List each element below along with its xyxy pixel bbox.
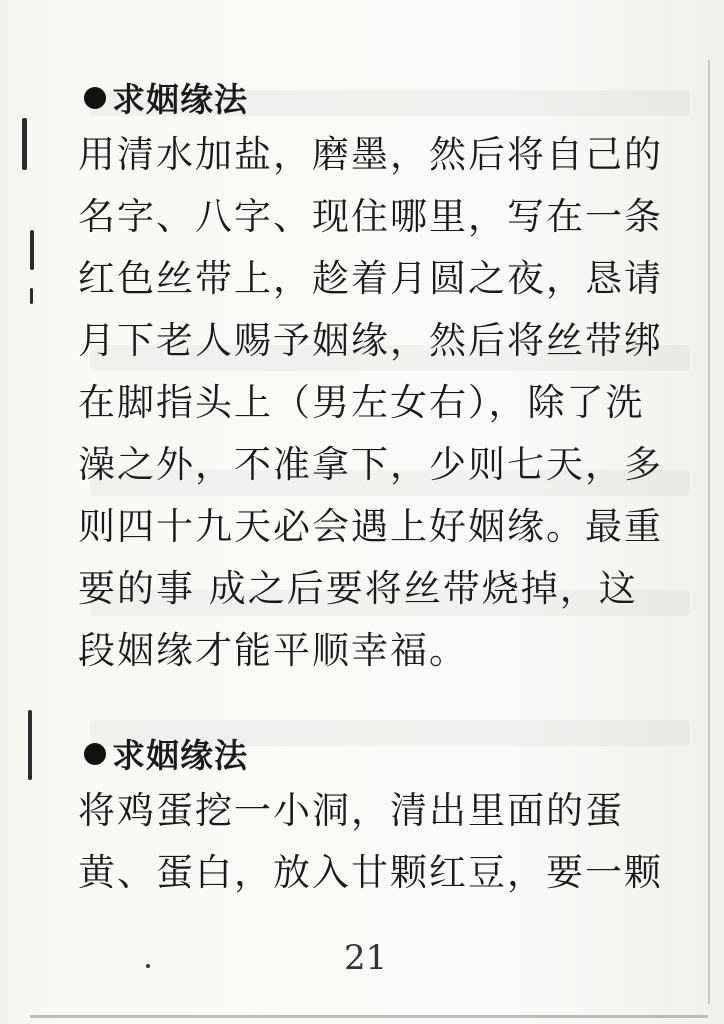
- text-line: 黄、蛋白，放入廿颗红豆，要一颗: [78, 851, 663, 894]
- section-body: [78, 124, 663, 682]
- text-line: 要的事 成之后要将丝带烧掉，这: [78, 567, 638, 610]
- text-line: 用清水加盐，磨墨，然后将自己的: [78, 133, 663, 176]
- section-body: [78, 780, 663, 904]
- text-line: 澡之外，不准拿下，少则七天，多: [78, 443, 663, 486]
- text-line: 则四十九天必会遇上好姻缘。最重: [78, 505, 663, 548]
- scan-speck: [146, 964, 150, 968]
- binding-mark: [28, 710, 32, 780]
- binding-mark: [30, 288, 33, 304]
- page-edge: [708, 60, 710, 1004]
- text-line: 段姻缘才能平顺幸福。: [78, 629, 468, 672]
- text-line: 在脚指头上（男左女右），除了洗: [78, 381, 645, 424]
- section-heading: [84, 74, 248, 121]
- binding-mark: [30, 230, 34, 270]
- text-line: 将鸡蛋挖一小洞，清出里面的蛋: [78, 789, 624, 832]
- page-number: 21: [344, 938, 388, 978]
- section-heading: [84, 730, 248, 777]
- section-heading-text: 求姻缘法: [112, 736, 248, 775]
- page-edge: [30, 1015, 708, 1018]
- text-line: 月下老人赐予姻缘，然后将丝带绑: [78, 319, 663, 362]
- section-heading-text: 求姻缘法: [112, 80, 248, 119]
- bullet-icon: [84, 743, 106, 765]
- binding-mark: [22, 118, 27, 170]
- text-line: 名字、八字、现住哪里，写在一条: [78, 195, 663, 238]
- bullet-icon: [84, 87, 106, 109]
- text-line: 红色丝带上，趁着月圆之夜，恳请: [78, 257, 663, 300]
